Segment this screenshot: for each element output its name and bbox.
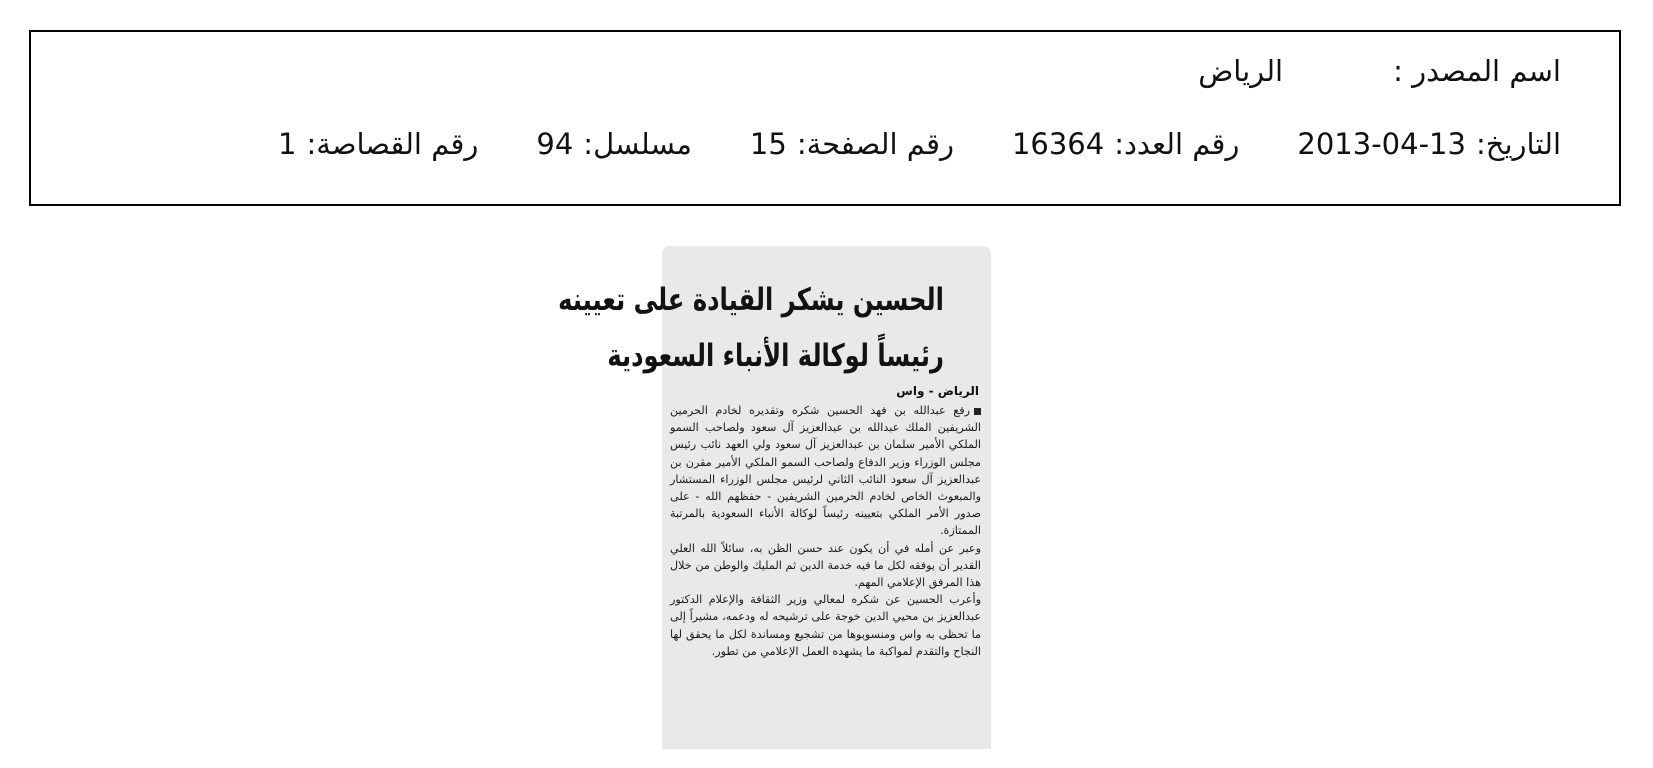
article-body xyxy=(670,402,981,660)
article-paragraph-3: وأعرب الحسين عن شكره لمعالي وزير الثقافة والإعلام الدكتور عبدالعزيز بن محيي الدين خوجة على ترشيحه له ودعمه، مشيراً إلى ما تحظى به واس ومنسوبوها من تشجيع ومساندة لكل ما يحقق لها النجاح والتقدم لمواكبة ما يشهده العمل الإعلامي من تطور. xyxy=(670,593,981,658)
page-value: 15 xyxy=(749,127,787,161)
article-headline xyxy=(558,272,944,384)
header-row-source xyxy=(89,54,1561,88)
issue-field xyxy=(1012,127,1239,161)
bullet-square-icon xyxy=(974,408,981,415)
article-paragraph-2: وعبر عن أمله في أن يكون عند حسن الظن به، سائلاً الله العلي القدير أن يوفقه لكل ما فيه خدمة الدين ثم المليك والوطن من خلال هذا المرفق الإعلامي المهم. xyxy=(670,541,981,590)
clipping-number-field xyxy=(278,127,478,161)
date-label: التاريخ: xyxy=(1475,127,1561,161)
headline-line-2: رئيساً لوكالة الأنباء السعودية xyxy=(607,338,944,374)
issue-label: رقم العدد: xyxy=(1114,127,1240,161)
clipping-number-label: رقم القصاصة: xyxy=(306,127,479,161)
source-field xyxy=(1393,54,1561,88)
serial-field xyxy=(536,127,692,161)
source-label: اسم المصدر : xyxy=(1393,54,1561,88)
serial-label: مسلسل: xyxy=(583,127,692,161)
headline-line-1: الحسين يشكر القيادة على تعيينه xyxy=(558,282,944,318)
source-value-field xyxy=(1198,54,1283,88)
issue-value: 16364 xyxy=(1011,127,1105,161)
date-field xyxy=(1297,127,1561,161)
article-paragraph-1-text: رفع عبدالله بن فهد الحسين شكره وتقديره لخادم الحرمين الشريفين الملك عبدالله بن عبدالعزيز آل سعود ولصاحب السمو الملكي الأمير سلمان بن عبدالعزيز آل سعود ولي العهد نائب رئيس مجلس الوزراء وزير الدفاع ولصاحب السمو الملكي الأمير مقرن بن عبدالعزيز آل سعود النائب الثاني لرئيس مجلس الوزراء المستشار والمبعوث الخاص لخادم الحرمين الشريفين - حفظهم الله - على صدور الأمر الملكي بتعيينه رئيساً لوكالة الأنباء السعودية بالمرتبة الممتازة. xyxy=(670,404,981,538)
article-paragraph-1 xyxy=(670,402,981,540)
serial-value: 94 xyxy=(536,127,574,161)
date-value: 2013-04-13 xyxy=(1297,127,1466,161)
newspaper-clipping xyxy=(558,246,991,749)
header-row-meta xyxy=(89,127,1561,161)
article-dateline: الرياض - واس xyxy=(896,384,979,398)
clipping-header-box xyxy=(29,30,1621,206)
source-value: الرياض xyxy=(1198,54,1284,88)
clipping-number-value: 1 xyxy=(278,127,297,161)
page-label: رقم الصفحة: xyxy=(796,127,954,161)
page-field xyxy=(750,127,954,161)
